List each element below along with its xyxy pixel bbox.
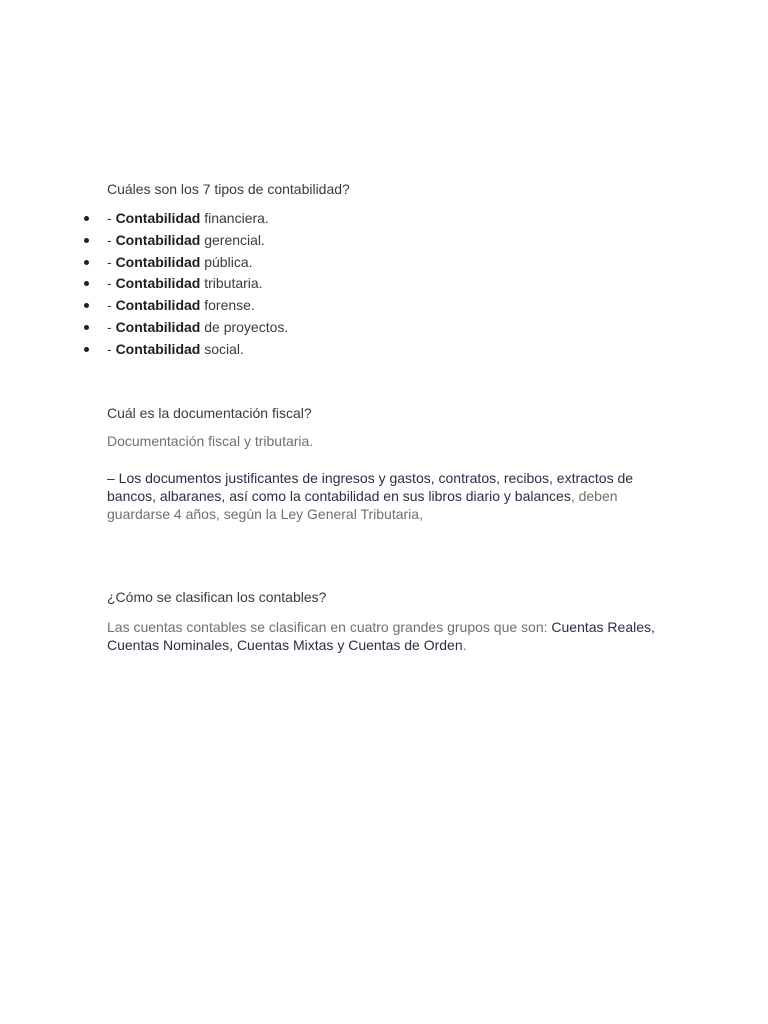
item-rest: forense. (200, 297, 255, 314)
fiscal-body-tail: , deben guardarse 4 años, según la Ley General Tributaria, (107, 488, 618, 522)
item-bold: Contabilidad (115, 275, 201, 292)
list-item (0, 273, 288, 295)
item-rest: tributaria. (200, 275, 263, 292)
bullet-icon (84, 260, 89, 265)
item-bold: Contabilidad (115, 297, 201, 314)
item-bold: Contabilidad (115, 318, 201, 335)
list-item (0, 230, 288, 252)
item-rest: de proyectos. (200, 318, 289, 335)
classification-end: . (462, 637, 467, 653)
item-prefix: - (107, 210, 116, 226)
item-prefix: - (107, 318, 116, 335)
item-prefix: - (107, 253, 116, 270)
list-item (0, 295, 288, 317)
item-prefix: - (107, 275, 116, 292)
item-prefix: - (107, 297, 116, 314)
item-bold: Contabilidad (115, 231, 201, 248)
list-item (0, 317, 288, 339)
classification-groups: Cuentas Reales, Cuentas Nominales, Cuentas Mixtas y Cuentas de Orden (107, 619, 655, 653)
list-item (0, 208, 288, 230)
bullet-icon (84, 238, 89, 243)
account-classification-body (107, 618, 667, 654)
fiscal-documentation-heading: Documentación fiscal y tributaria. (107, 433, 314, 449)
item-rest: financiera. (200, 210, 269, 226)
list-item (0, 339, 288, 361)
item-bold: Contabilidad (115, 253, 201, 270)
list-item (0, 252, 288, 274)
fiscal-documentation-body (107, 469, 667, 523)
bullet-icon (84, 216, 89, 221)
bullet-icon (84, 281, 89, 286)
item-bold: Contabilidad (115, 340, 201, 357)
bullet-icon (84, 303, 89, 308)
item-rest: pública. (200, 253, 253, 270)
classification-intro: Las cuentas contables se clasifican en cuatro grandes grupos que son: (107, 619, 552, 635)
question-accounting-types: Cuáles son los 7 tipos de contabilidad? (107, 181, 350, 197)
item-rest: gerencial. (200, 231, 265, 248)
accounting-types-list (0, 208, 288, 361)
item-rest: social. (200, 340, 244, 357)
fiscal-body-main: – Los documentos justificantes de ingresos y gastos, contratos, recibos, extractos de bancos, albaranes, así como la contabilidad en sus libros diario y balances (107, 470, 634, 504)
item-prefix: - (107, 231, 116, 248)
bullet-icon (84, 325, 89, 330)
bullet-icon (84, 347, 89, 352)
question-fiscal-documentation: Cuál es la documentación fiscal? (107, 405, 312, 421)
question-account-classification: ¿Cómo se clasifican los contables? (107, 589, 327, 605)
item-prefix: - (107, 340, 116, 357)
item-bold: Contabilidad (115, 210, 201, 226)
